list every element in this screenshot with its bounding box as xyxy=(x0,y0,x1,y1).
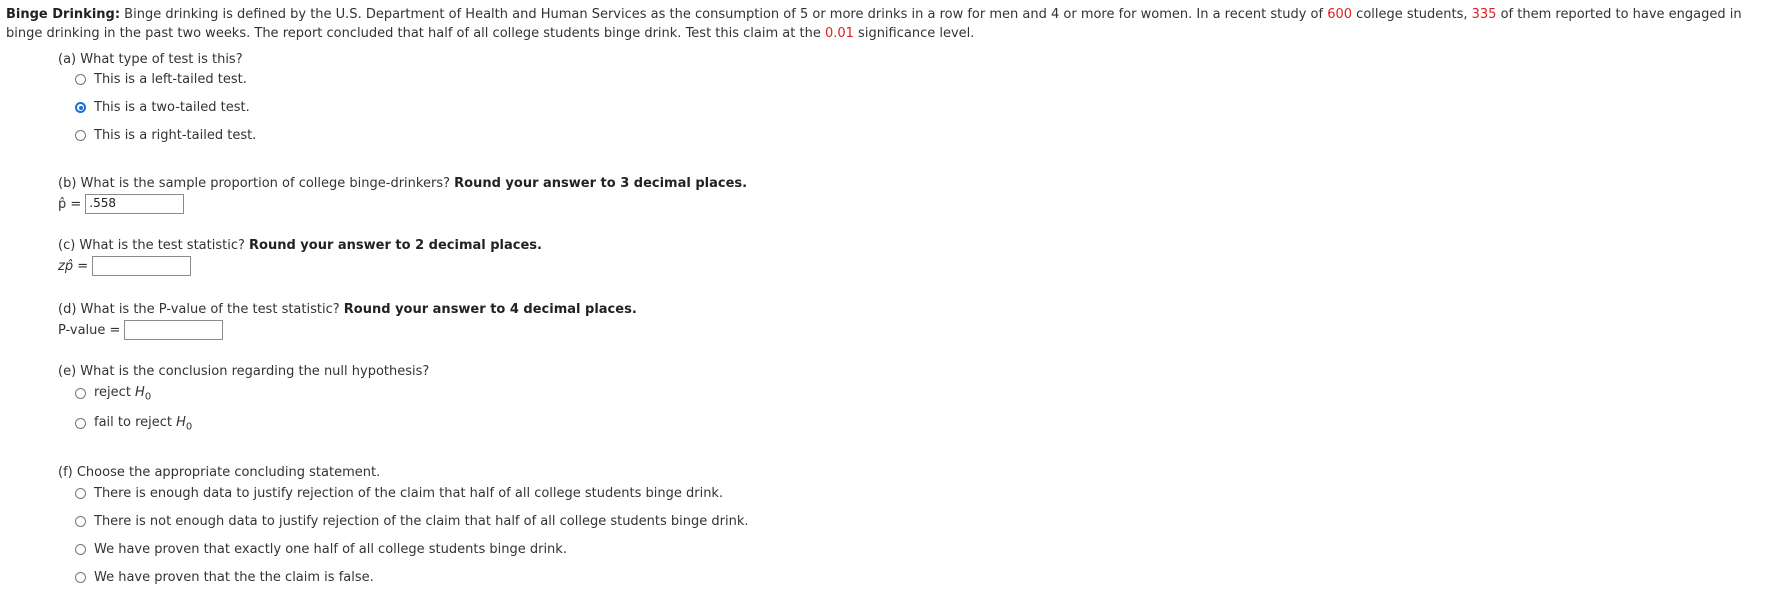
radio-button-selected[interactable] xyxy=(75,102,86,113)
significance-level-value: 0.01 xyxy=(824,26,854,41)
option-reject-h0[interactable] xyxy=(75,385,151,403)
radio-button[interactable] xyxy=(75,388,86,399)
prompt-text: (c) What is the test statistic? xyxy=(58,238,250,253)
answer-b-row xyxy=(58,194,184,214)
rounding-instruction: Round your answer to 2 decimal places. xyxy=(249,238,542,253)
prompt-text: (b) What is the sample proportion of college binge-drinkers? xyxy=(58,176,455,191)
radio-button[interactable] xyxy=(75,488,86,499)
option-two-tailed[interactable] xyxy=(75,100,250,115)
radio-button[interactable] xyxy=(75,74,86,85)
option-enough-data[interactable] xyxy=(75,486,723,501)
question-b-prompt xyxy=(58,176,747,191)
intro-text-2: college students, xyxy=(1352,7,1472,22)
radio-button[interactable] xyxy=(75,572,86,583)
question-c-prompt xyxy=(58,238,542,253)
option-proven-false[interactable] xyxy=(75,570,374,585)
question-d-prompt xyxy=(58,302,637,317)
answer-c-row xyxy=(58,256,191,276)
radio-button[interactable] xyxy=(75,418,86,429)
option-label: fail to reject $H_0$ xyxy=(94,415,193,433)
option-label: reject $H_0$ xyxy=(94,385,152,403)
problem-title: Binge Drinking: xyxy=(6,7,121,22)
option-label: This is a left-tailed test. xyxy=(94,72,247,87)
question-f-prompt: (f) Choose the appropriate concluding statement. xyxy=(58,465,381,480)
test-statistic-input[interactable] xyxy=(92,256,191,276)
option-fail-to-reject-h0[interactable] xyxy=(75,415,192,433)
radio-button[interactable] xyxy=(75,544,86,555)
option-label: There is enough data to justify rejection of the claim that half of all college students binge drink. xyxy=(94,486,724,501)
question-e-prompt: (e) What is the conclusion regarding the null hypothesis? xyxy=(58,364,430,379)
option-proven-half[interactable] xyxy=(75,542,567,557)
answer-d-row xyxy=(58,320,223,340)
sample-size-value: 600 xyxy=(1327,7,1353,22)
p-value-label: P-value = xyxy=(58,322,121,338)
radio-button[interactable] xyxy=(75,130,86,141)
intro-text-1: Binge drinking is defined by the U.S. Department of Health and Human Services as the consumption of 5 or more drinks in a row for men and 4 or more for women. In a recent study of xyxy=(120,7,1328,22)
sample-proportion-input[interactable]: .558 xyxy=(85,194,184,214)
rounding-instruction: Round your answer to 4 decimal places. xyxy=(343,302,637,317)
option-label: This is a right-tailed test. xyxy=(94,128,257,143)
question-a-prompt: (a) What type of test is this? xyxy=(58,52,243,67)
option-label: We have proven that the the claim is false. xyxy=(94,570,374,585)
option-label: There is not enough data to justify rejection of the claim that half of all college students binge drink. xyxy=(94,514,749,529)
intro-text-3: of them reported to have engaged in binge drinking in the past two weeks. The report concluded that half of all college students binge drink. Test this claim at the xyxy=(6,7,1742,41)
option-label: We have proven that exactly one half of all college students binge drink. xyxy=(94,542,567,557)
p-value-input[interactable] xyxy=(124,320,223,340)
success-count-value: 335 xyxy=(1471,7,1497,22)
option-left-tailed[interactable] xyxy=(75,72,247,87)
rounding-instruction: Round your answer to 3 decimal places. xyxy=(454,176,748,191)
option-label: This is a two-tailed test. xyxy=(94,100,250,115)
radio-button[interactable] xyxy=(75,516,86,527)
option-right-tailed[interactable] xyxy=(75,128,256,143)
problem-statement xyxy=(6,5,1764,43)
intro-text-4: significance level. xyxy=(853,26,975,41)
prompt-text: (d) What is the P-value of the test statistic? xyxy=(58,302,344,317)
z-statistic-label: zp̂ = xyxy=(58,258,89,274)
option-not-enough-data[interactable] xyxy=(75,514,749,529)
p-hat-label: p̂ = xyxy=(58,196,82,212)
